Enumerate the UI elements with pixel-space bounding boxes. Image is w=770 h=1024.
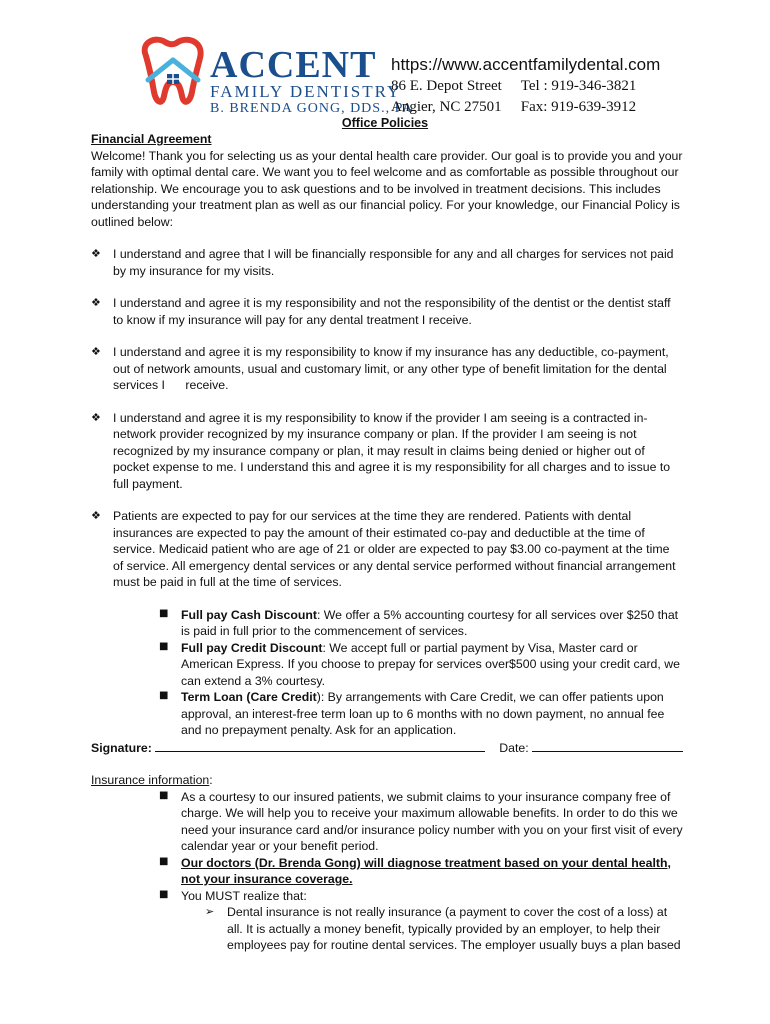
insurance-sub-item: [205, 904, 683, 954]
payment-option-text: : We offer a 5% accounting courtesy for all services over $250 that is paid in full prior to the commencement of services.: [181, 607, 679, 638]
date-label: Date:: [499, 740, 529, 755]
financial-intro: Welcome! Thank you for selecting us as your dental health care provider. Our goal is to provide you and your family with optimal dental care. We want you to feel welcome and as comfortable as possible throughout our relationship. We encourage you to ask questions and to be involved in treatment decisions. This includes understanding your treatment plan as well as our financial policy. For your knowledge, our Financial Policy is outlined below:: [91, 148, 683, 229]
payment-option: [159, 689, 683, 739]
financial-item-text: I understand and agree it is my responsibility and not the responsibility of the dentist or the dentist staff to know if my insurance will pay for any dental treatment I receive.: [113, 296, 671, 327]
address-line-1: 86 E. Depot Street: [391, 78, 502, 94]
website-url: https://www.accentfamilydental.com: [391, 55, 661, 74]
payment-option-label: Full pay Cash Discount: [181, 607, 317, 622]
brand-doctor: B. BRENDA GONG, DDS., PA: [210, 101, 414, 116]
square-bullet-icon: ■: [159, 789, 169, 801]
financial-item: [91, 344, 683, 394]
financial-item-text: I understand and agree it is my responsibility to know if the provider I am seeing is a contracted in-network provider recognized by my insurance company or plan. If the provider I am seeing is not recognized by my insurance company or plan, it may result in claims being denied or higher out of pocket expense to me. I understand this and agree it is my responsibility for all charges and to issue to full payment.: [113, 410, 671, 491]
tooth-logo-icon: [138, 36, 210, 110]
diamond-bullet-icon: ❖: [91, 410, 101, 424]
insurance-heading-row: [91, 772, 683, 789]
contact-row-2: [391, 97, 660, 118]
payment-options-list: [91, 607, 683, 739]
insurance-item-text: You MUST realize that:: [181, 888, 307, 903]
payment-option: [159, 607, 683, 640]
square-bullet-icon: ■: [159, 607, 169, 619]
financial-item: [91, 508, 683, 591]
payment-option-label: Term Loan (Care Credit: [181, 690, 317, 704]
financial-item-text: I understand and agree that I will be financially responsible for any and all charges for services not paid by my insurance for my visits.: [113, 247, 674, 278]
signature-row: [91, 739, 683, 757]
insurance-heading-colon: :: [209, 773, 213, 787]
document-body: [91, 131, 683, 954]
financial-heading: Financial Agreement: [91, 132, 212, 146]
insurance-heading: Insurance information: [91, 773, 210, 787]
insurance-item: [159, 789, 683, 855]
signature-label: Signature:: [91, 740, 152, 755]
phone-number: Tel : 919-346-3821: [520, 78, 637, 94]
square-bullet-icon: ■: [159, 640, 169, 652]
brand-block: [210, 44, 414, 117]
address-line-2: Angier, NC 27501: [391, 99, 502, 115]
diamond-bullet-icon: ❖: [91, 345, 101, 358]
insurance-item-text: As a courtesy to our insured patients, we submit claims to your insurance company free of charge. We will help you to receive your maximum allowable benefits. In order to do this we need your insurance card and/or insurance policy number with you on your first visit of every calendar year or your benefit period.: [181, 789, 683, 853]
square-bullet-icon: ■: [159, 888, 169, 900]
fax-number: Fax: 919-639-3912: [520, 99, 637, 115]
insurance-item-text: Our doctors (Dr. Brenda Gong) will diagnose treatment based on your dental health, not your insurance coverage.: [181, 855, 671, 886]
diamond-bullet-icon: ❖: [91, 509, 101, 522]
contact-block: [391, 54, 660, 118]
contact-row-1: [391, 76, 660, 97]
brand-name: ACCENT: [210, 44, 377, 86]
insurance-item: [159, 855, 683, 888]
insurance-item: [159, 888, 683, 905]
payment-option-text: : We accept full or partial payment by Visa, Master card or American Express. If you choose to prepay for services over$500 using your credit card, we can extend a 3% courtesy.: [181, 640, 680, 688]
diamond-bullet-icon: ❖: [91, 247, 101, 260]
brand-subtitle: FAMILY DENTISTRY: [210, 82, 402, 101]
financial-item-text: I understand and agree it is my responsibility to know if my insurance has any deductible, co-payment, out of network amounts, usual and customary limit, or any other type of benefit limitation for the dental services I receive.: [113, 345, 673, 392]
insurance-sub-list: [159, 904, 683, 954]
page-title: Office Policies: [341, 116, 429, 130]
financial-item: [91, 410, 683, 493]
date-field[interactable]: [532, 739, 683, 752]
financial-item: [91, 246, 683, 279]
insurance-sub-item-text: Dental insurance is not really insurance (a payment to cover the cost of a loss) at all. It is actually a money benefit, typically provided by an employer, to help their employees pay for routine dental services. The employer usually buys a plan based: [227, 905, 681, 952]
financial-item: [91, 295, 683, 328]
square-bullet-icon: ■: [159, 690, 169, 701]
arrow-bullet-icon: ➢: [205, 905, 215, 918]
payment-option-text: ): By arrangements with Care Credit, we can offer patients upon approval, an interest-free term loan up to 6 months with no down payment, no annual fee and no prepayment penalty. Ask for an application.: [181, 690, 665, 737]
payment-option: [159, 640, 683, 690]
financial-item-text: Patients are expected to pay for our services at the time they are rendered. Patients with dental insurances are expected to pay the amount of their estimated co-pay and deductible at the time of service. Medicaid patient who are age of 21 or older are expected to pay $3.00 co-payment at the time of service. All emergency dental services or any dental service performed without financial arrangement must be paid in full at the time of services.: [113, 509, 676, 589]
signature-field[interactable]: [155, 739, 485, 752]
payment-option-label: Full pay Credit Discount: [181, 640, 323, 655]
square-bullet-icon: ■: [159, 855, 169, 867]
insurance-list: [91, 789, 683, 954]
diamond-bullet-icon: ❖: [91, 296, 101, 309]
